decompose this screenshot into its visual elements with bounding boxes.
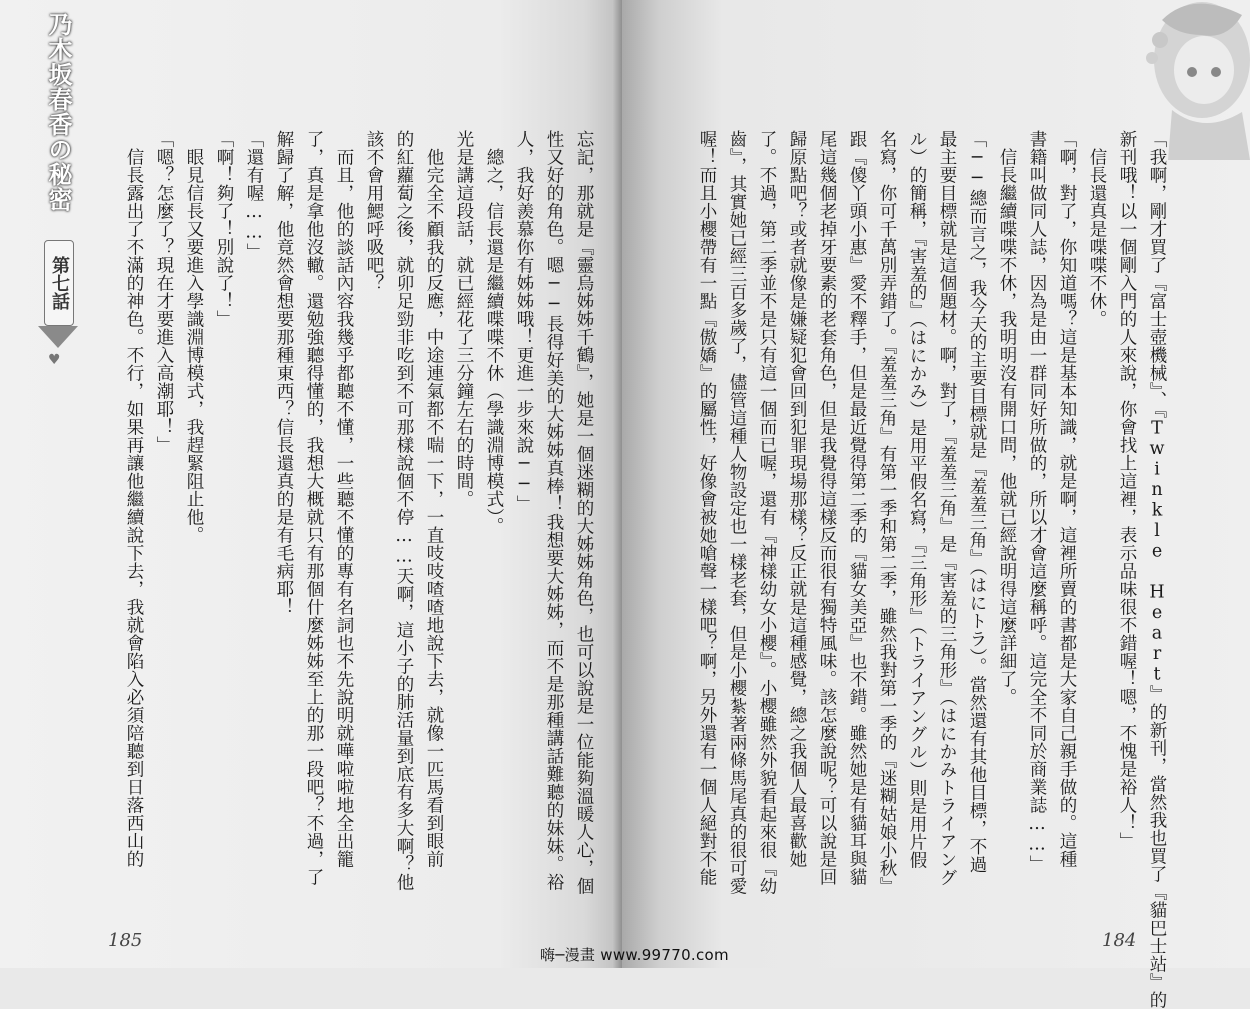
right_page-line: 信長繼續喋喋不休，我明明沒有開口問，他就已經說明得這麼詳細了。 (997, 130, 1017, 706)
left-page-text (119, 130, 599, 940)
watermark-url: 嗨─漫畫 www.99770.com (540, 946, 729, 964)
left_page-line: 該不會用鰓呼吸吧？ (364, 130, 384, 292)
left_page-line: 解歸了解，他竟然會想要那種東西？信長還真的是有毛病耶！ (274, 130, 294, 616)
heart-icon: ♥ (48, 352, 61, 368)
right_page-line: 齒』，其實她已經三百多歲了，儘管這種人物設定也一樣老套，但是小櫻紮著兩條馬尾真的很可愛 (727, 130, 747, 896)
left_page-line: 忘記，那就是『靈烏姊姊千鶴』，她是一個迷糊的大姊姊角色，也可以說是一位能夠溫暖人心，個 (574, 130, 594, 896)
left_page-line: 光是講這段話，就已經花了三分鐘左右的時間。 (454, 130, 474, 508)
right_page-line: 新刊哦！以一個剛入門的人來說，你會找上這裡，表示品味很不錯喔！嗯，不愧是裕人！」 (1117, 130, 1137, 850)
right_page-line: 歸原點吧？或者就像是嫌疑犯會回到犯罪現場那樣？反正就是這種感覺，總之我個人最喜歡她 (787, 130, 807, 868)
left_page-line: 「還有喔……」 (244, 130, 264, 261)
left_page-line: 眼見信長又要進入學識淵博模式，我趕緊阻止他。 (184, 130, 204, 544)
page-number-right: 184 (1102, 930, 1137, 951)
chapter-label: 第七話 (44, 240, 74, 326)
right_page-line: 信長還真是喋喋不休。 (1087, 130, 1107, 328)
right_page-line: ル）的簡稱，『害羞的』（はにかみ）是用平假名寫，『三角形』（トライアングル）則是用片假 (907, 130, 927, 869)
right_page-line: 書籍叫做同人誌，因為是由一群同好所做的，所以才會這麼稱呼。這完全不同於商業誌……」 (1027, 130, 1047, 873)
right_page-line: 喔！而且小櫻帶有一點『傲嬌』的屬性，好像會被她嗆聲一樣吧？啊，另外還有一個人絕對不能 (697, 130, 717, 886)
left_page-line: 人，我好羨慕你有姊姊哦！更進一步來說──」 (514, 130, 534, 513)
right_page-line: 「啊，對了，你知道嗎？這是基本知識，就是啊，這裡所賣的書都是大家自己親手做的。這種 (1057, 130, 1077, 868)
left_page-line: 「啊！夠了！別說了！」 (214, 130, 234, 328)
right_page-line: 了。不過，第二季並不是只有這一個而已喔，還有『神樣幼女小櫻』。小櫻雖然外貌看起來很『幼 (757, 130, 777, 896)
left_page-line: 「嗯？怎麼了？現在才要進入高潮耶！」 (154, 130, 174, 454)
left_page-line: 信長露出了不滿的神色。不行，如果再讓他繼續說下去，我就會陷入必須陪聽到日落西山的 (124, 130, 144, 868)
book-title: 乃木坂春香の秘密 (44, 12, 72, 212)
character-illustration (1132, 0, 1250, 160)
left_page-line: 他完全不顧我的反應，中途連氣都不喘一下，一直吱吱喳喳地說下去，就像一匹馬看到眼前 (424, 130, 444, 868)
right_page-line: 「──總而言之，我今天的主要目標就是『羞羞三角』（はにトラ）。當然還有其他目標，不過 (967, 130, 987, 874)
left_page-line: 了，真是拿他沒轍。還勉強聽得懂的，我想大概就只有那個什麼姊姊至上的那一段吧？不過，了 (304, 130, 324, 886)
left_page-line: 的紅蘿蔔之後，就卯足勁非吃到不可那樣說個不停……天啊，這小子的肺活量到底有多大啊？他 (394, 130, 414, 891)
right_page-line: 最主要目標就是這個題材。啊，對了，『羞羞三角』是『害羞的三角形』（はにかみトライアング (937, 130, 957, 887)
left_page-line: 而且，他的談話內容我幾乎都聽不懂，一些聽不懂的專有名詞也不先說明就嘩啦啦地全出籠 (334, 130, 354, 868)
left-page (0, 0, 622, 968)
arrow-down-icon (38, 326, 78, 348)
right_page-line: 跟『傻丫頭小惠』愛不釋手，但是最近覺得第二季的『貓女美亞』也不錯。雖然她是有貓耳與貓 (847, 130, 867, 886)
right_page-line: 名寫，你可千萬別弄錯了。『羞羞三角』有第一季和第二季，雖然我對第一季的『迷糊姑娘小秋』 (877, 130, 897, 896)
page-number-left: 185 (108, 930, 143, 951)
left_page-line: 總之，信長還是繼續喋喋不休（學識淵博模式）。 (484, 130, 504, 536)
left_page-line: 性又好的角色。嗯──長得好美的大姊姊真棒！我想要大姊姊，而不是那種講話難聽的妹妹。裕 (544, 130, 564, 891)
right_page-line: 尾這幾個老掉牙要素的老套角色，但是我覺得這樣反而很有獨特風味。該怎麼說呢？可以說是回 (817, 130, 837, 886)
right_page-line: 「我啊，剛才買了『富士壺機械』、『Twinkle Heart』的新刊，當然我也買了『貓巴士站』的 (1147, 130, 1167, 1009)
